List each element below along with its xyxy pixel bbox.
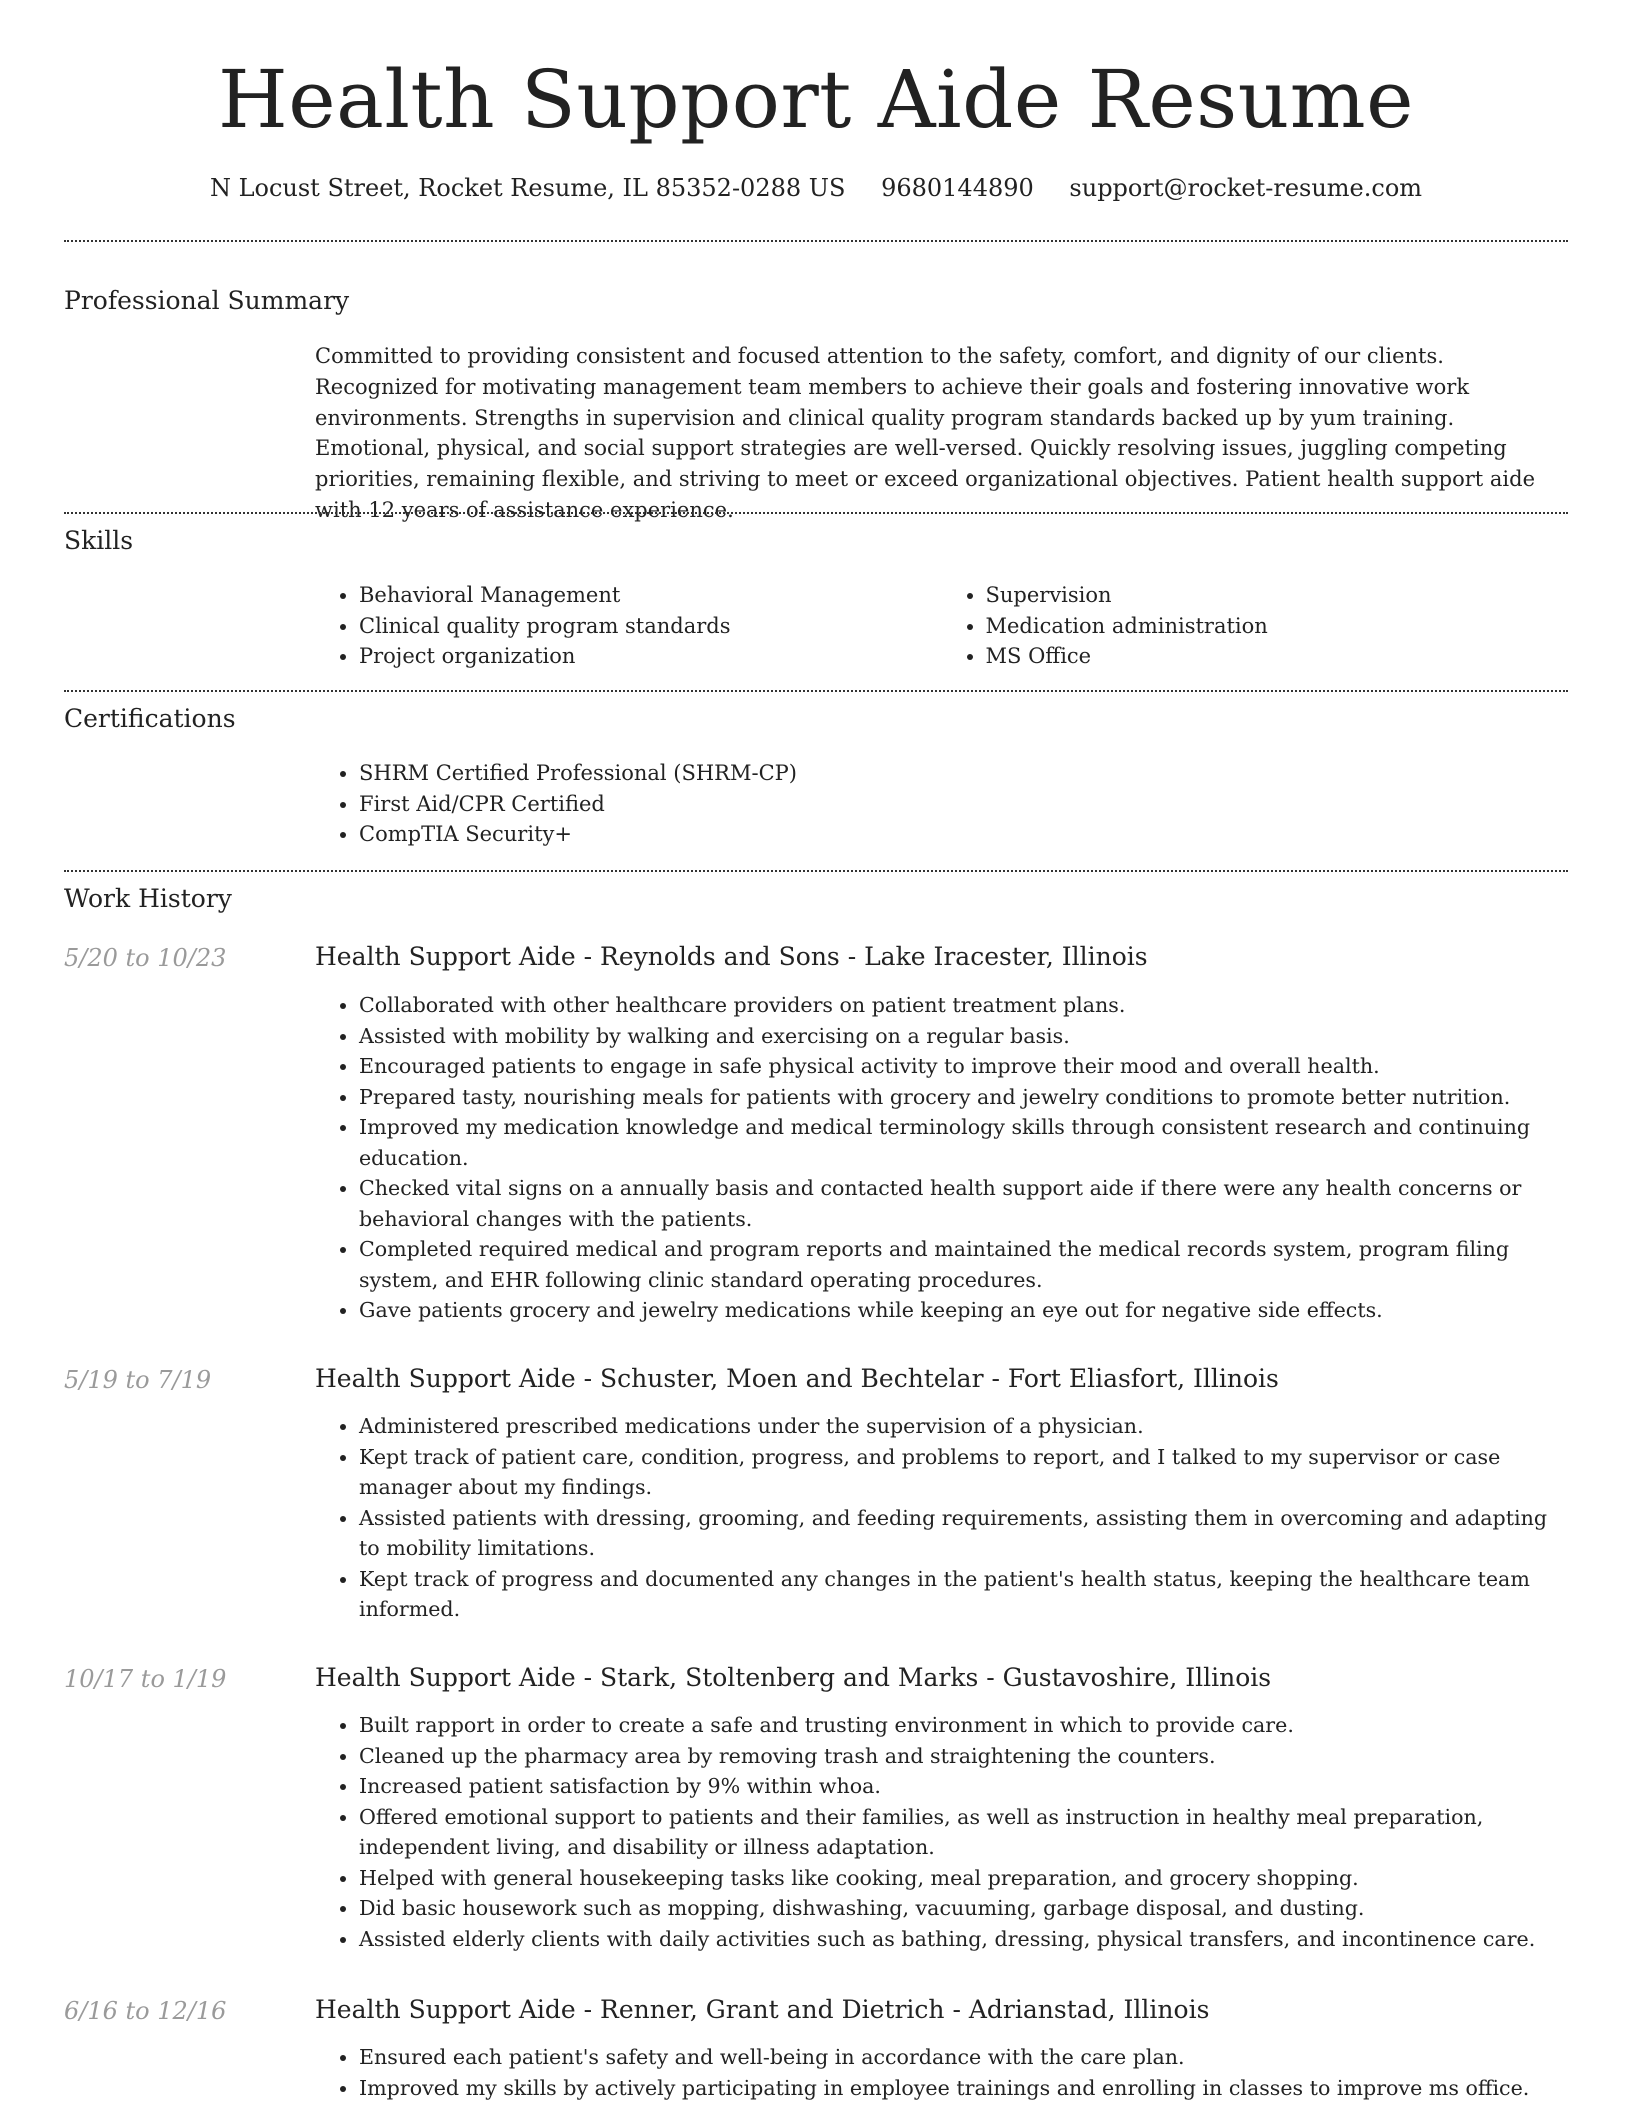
job-bullet: • Collaborated with other healthcare providers on patient treatment plans. [359,990,1568,1021]
resume-title: Health Support Aide Resume [218,53,1414,146]
job-bullet: • Kept track of patient care, condition, progress, and problems to report, and I talked to my supervisor or case manager about my findings. [359,1442,1568,1503]
job-bullet: • Assisted patients with dressing, grooming, and feeding requirements, assisting them in overcoming and adapting to mobility limitations. [359,1503,1568,1564]
job-bullets [315,1710,1568,1954]
certifications-list [315,758,1568,850]
contact-phone: 9680144890 [881,174,1034,202]
skills-column-right [942,580,1569,672]
job-bullet: • Completed required medical and program reports and maintained the medical records system, program filing system, and EHR following clinic standard operating procedures. [359,1234,1568,1295]
job-bullet: • Assisted with mobility by walking and exercising on a regular basis. [359,1021,1568,1052]
summary-heading: Professional Summary [64,286,350,315]
job-bullet: • Prepared tasty, nourishing meals for patients with grocery and jewelry conditions to promote better nutrition. [359,1082,1568,1113]
job-dates: 5/20 to 10/23 [64,944,227,972]
job-bullet: • Improved my medication knowledge and medical terminology skills through consistent research and continuing education. [359,1112,1568,1173]
skill-item: • MS Office [986,641,1569,672]
contact-email: support@rocket-resume.com [1069,174,1423,202]
job-dates: 6/16 to 12/16 [64,1997,227,2025]
certification-item: • CompTIA Security+ [359,819,1568,850]
skills-heading: Skills [64,526,134,555]
summary-text: Committed to providing consistent and focused attention to the safety, comfort, and dignity of our clients. Recognized for motivating management team members to achieve their goals and fostering innovative work environments. Strengths in supervision and clinical quality program standards backed up by yum training. Emotional, physical, and social support strategies are well-versed. Quickly resolving issues, juggling competing priorities, remaining flexible, and striving to meet or exceed organizational objectives. Patient health support aide with 12 years of assistance experience. [315,344,1536,522]
job-bullet: • Cleaned up the pharmacy area by removing trash and straightening the counters. [359,1741,1568,1772]
job-bullets [315,2042,1568,2103]
job-bullet: • Offered emotional support to patients and their families, as well as instruction in healthy meal preparation, independent living, and disability or illness adaptation. [359,1802,1568,1863]
job-bullet: • Encouraged patients to engage in safe physical activity to improve their mood and overall health. [359,1051,1568,1082]
job-bullet: • Helped with general housekeeping tasks like cooking, meal preparation, and grocery shopping. [359,1863,1568,1894]
job-dates: 10/17 to 1/19 [64,1665,227,1693]
divider [64,512,1568,514]
skill-item: • Behavioral Management [359,580,942,611]
skill-item: • Medication administration [986,611,1569,642]
job-bullet: • Gave patients grocery and jewelry medications while keeping an eye out for negative side effects. [359,1295,1568,1326]
job-bullets [315,1411,1568,1625]
skills-column-left [315,580,942,672]
job-bullet: • Increased patient satisfaction by 9% within whoa. [359,1771,1568,1802]
job-bullet: • Checked vital signs on a annually basis and contacted health support aide if there were any health concerns or behavioral changes with the patients. [359,1173,1568,1234]
summary-text-block [315,341,1568,526]
job-dates: 5/19 to 7/19 [64,1366,212,1394]
skill-item: • Project organization [359,641,942,672]
skill-item: • Clinical quality program standards [359,611,942,642]
job-heading: Health Support Aide - Stark, Stoltenberg and Marks - Gustavoshire, Illinois [315,1663,1272,1692]
job-heading: Health Support Aide - Schuster, Moen and Bechtelar - Fort Eliasfort, Illinois [315,1364,1279,1393]
job-heading: Health Support Aide - Reynolds and Sons - Lake Iracester, Illinois [315,942,1148,971]
job-bullet: • Did basic housework such as mopping, dishwashing, vacuuming, garbage disposal, and dusting. [359,1893,1568,1924]
job-heading: Health Support Aide - Renner, Grant and Dietrich - Adrianstad, Illinois [315,1995,1210,2024]
job-bullet: • Ensured each patient's safety and well-being in accordance with the care plan. [359,2042,1568,2073]
certification-item: • SHRM Certified Professional (SHRM-CP) [359,758,1568,789]
contact-address: N Locust Street, Rocket Resume, IL 85352-0288 US [209,174,846,202]
contact-line [0,171,1632,205]
skill-item: • Supervision [986,580,1569,611]
job-bullet: • Built rapport in order to create a safe and trusting environment in which to provide care. [359,1710,1568,1741]
certification-item: • First Aid/CPR Certified [359,789,1568,820]
job-bullet: • Kept track of progress and documented any changes in the patient's health status, keeping the healthcare team informed. [359,1564,1568,1625]
job-bullet: • Improved my skills by actively participating in employee trainings and enrolling in classes to improve ms office. [359,2073,1568,2104]
divider [64,870,1568,872]
job-bullets [315,990,1568,1326]
certifications-heading: Certifications [64,704,236,733]
skills-list [315,580,1568,672]
work-history-heading: Work History [64,884,232,913]
job-bullet: • Assisted elderly clients with daily activities such as bathing, dressing, physical transfers, and incontinence care. [359,1924,1568,1955]
divider [64,690,1568,692]
divider [64,240,1568,242]
job-bullet: • Administered prescribed medications under the supervision of a physician. [359,1411,1568,1442]
